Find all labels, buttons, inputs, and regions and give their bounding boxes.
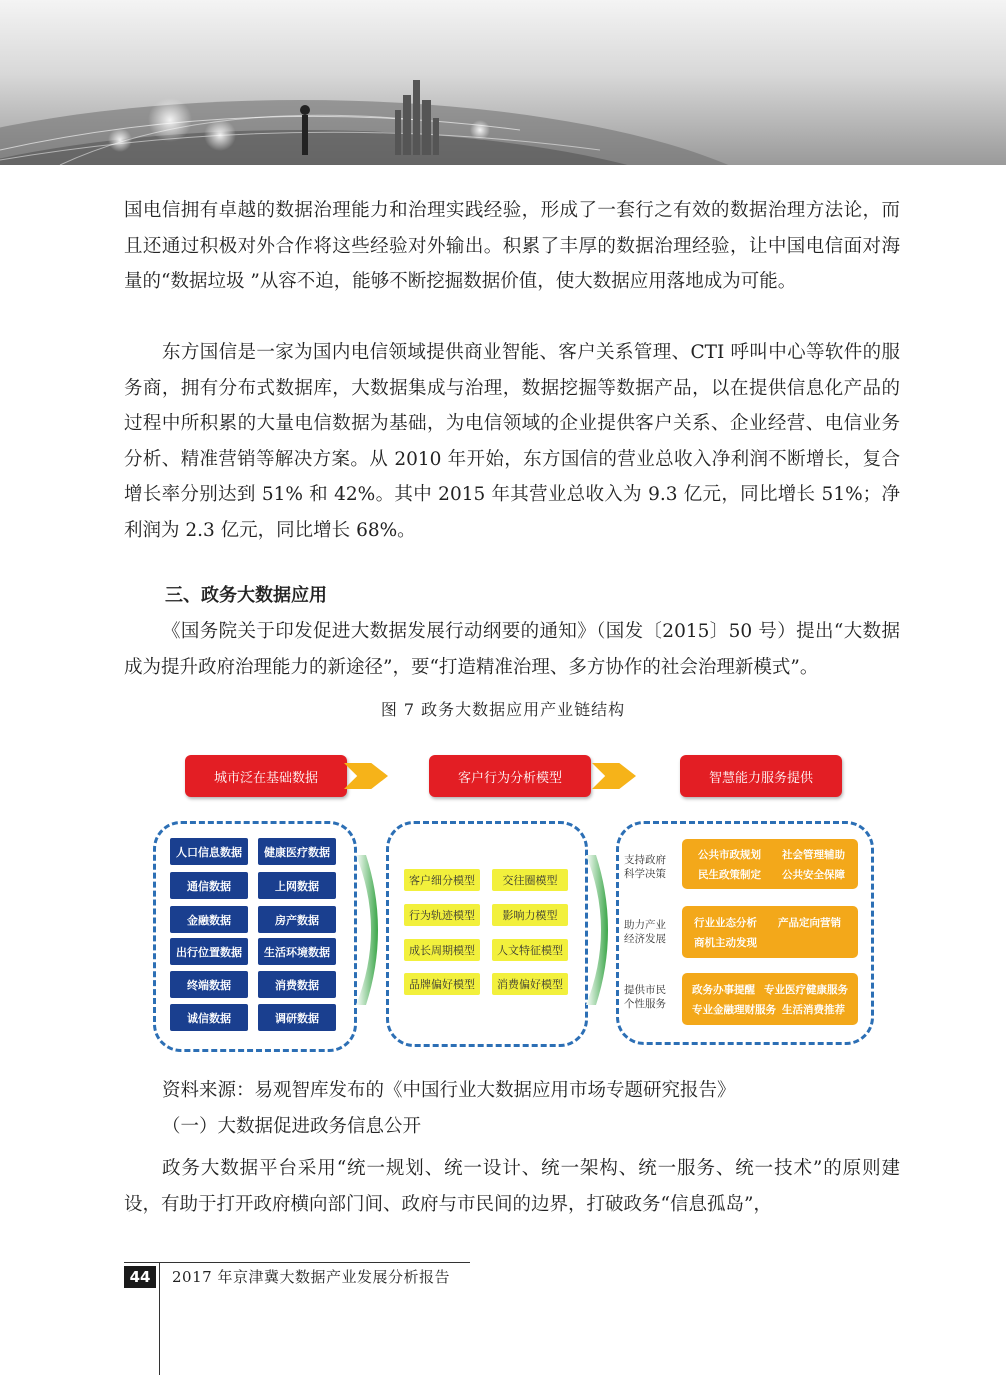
data-item: 房产数据	[258, 906, 336, 933]
data-item: 金融数据	[170, 906, 248, 933]
service-item: 商机主动发现	[694, 937, 757, 949]
model-item: 客户细分模型	[404, 869, 480, 891]
data-item: 出行位置数据	[170, 938, 248, 965]
model-item: 成长周期模型	[404, 939, 480, 961]
data-item: 健康医疗数据	[258, 838, 336, 865]
service-item: 公共安全保障	[782, 869, 845, 881]
service-label: 助力产业经济发展	[624, 919, 666, 945]
model-panel	[386, 821, 588, 1047]
service-item: 公共市政规划	[698, 849, 761, 861]
service-box	[682, 839, 858, 889]
globe-city-illustration	[0, 0, 1006, 165]
source-text: 资料来源：易观智库发布的《中国行业大数据应用市场专题研究报告》	[162, 1080, 736, 1101]
footer-rule	[124, 1262, 470, 1263]
data-item: 上网数据	[258, 872, 336, 899]
service-label: 提供市民个性服务	[624, 984, 666, 1010]
data-item: 终端数据	[170, 971, 248, 998]
paragraph-text: 东方国信是一家为国内电信领域提供商业智能、客户关系管理、CTI 呼叫中心等软件的服务商，拥有分布式数据库，大数据集成与治理，数据挖掘等数据产品，以在提供信息化产品的过程中所积累的大量电信数据为基础，为电信领域的企业提供客户关系、企业经营、电信业务分析、精准营销等解决方案。从 2010 年开始，东方国信的营业总收入净利润不断增长，复合增长率分别达到 51% 和 42%。其中 2015 年其营业总收入为 9.3 亿元，同比增长 51%；净利润为 2.3 亿元，同比增长 68%。	[124, 342, 900, 541]
service-item: 专业医疗健康服务	[764, 984, 848, 996]
data-item: 消费数据	[258, 971, 336, 998]
paragraph-text: 《国务院关于印发促进大数据发展行动纲要的通知》（国发〔2015〕50 号）提出“大数据成为提升政府治理能力的新途径”，要“打造精准治理、多方协作的社会治理新模式”。	[124, 621, 900, 678]
footer-vertical-rule	[159, 1262, 160, 1375]
model-item: 影响力模型	[492, 904, 568, 926]
source-note	[124, 1073, 900, 1109]
header-banner	[0, 0, 1006, 165]
service-label: 支持政府科学决策	[624, 854, 666, 880]
chevron-arrow-icon	[592, 763, 636, 789]
footer-title: 2017 年京津冀大数据产业发展分析报告	[172, 1268, 450, 1286]
subheading-text: （一）大数据促进政务信息公开	[162, 1116, 422, 1137]
industry-chain-diagram	[140, 745, 880, 1065]
data-item: 通信数据	[170, 872, 248, 899]
service-item: 专业金融理财服务	[692, 1004, 776, 1016]
model-item: 消费偏好模型	[492, 973, 568, 995]
body-paragraph-3	[124, 614, 900, 685]
model-item: 行为轨迹模型	[404, 904, 480, 926]
green-arrow-icon	[586, 855, 620, 1005]
data-item: 调研数据	[258, 1004, 336, 1031]
paragraph-text: 政务大数据平台采用“统一规划、统一设计、统一架构、统一服务、统一技术”的原则建设，有助于打开政府横向部门间、政府与市民间的边界，打破政务“信息孤岛”，	[124, 1158, 900, 1215]
body-paragraph-2	[124, 335, 900, 548]
service-item: 民生政策制定	[698, 869, 761, 881]
model-item: 交往圈模型	[492, 869, 568, 891]
subheading	[124, 1109, 900, 1145]
body-paragraph-1	[124, 193, 900, 300]
service-item: 行业业态分析	[694, 917, 757, 929]
section-heading: 三、政务大数据应用	[165, 585, 327, 606]
header-box-3: 智慧能力服务提供	[680, 755, 842, 797]
paragraph-text: 国电信拥有卓越的数据治理能力和治理实践经验，形成了一套行之有效的数据治理方法论，而且还通过积极对外合作将这些经验对外输出。积累了丰厚的数据治理经验，让中国电信面对海量的“数据垃圾 ”从容不迫，能够不断挖掘数据价值，使大数据应用落地成为可能。	[124, 200, 900, 292]
header-box-2: 客户行为分析模型	[429, 755, 591, 797]
chevron-arrow-icon	[344, 763, 388, 789]
service-item: 社会管理辅助	[782, 849, 845, 861]
model-item: 人文特征模型	[492, 939, 568, 961]
green-arrow-icon	[356, 855, 390, 1005]
service-item: 生活消费推荐	[782, 1004, 845, 1016]
page-number: 44	[124, 1266, 156, 1288]
figure-caption: 图 7 政务大数据应用产业链结构	[380, 700, 626, 719]
data-item: 生活环境数据	[258, 938, 336, 965]
data-item: 诚信数据	[170, 1004, 248, 1031]
header-box-1: 城市泛在基础数据	[185, 755, 347, 797]
service-item: 产品定向营销	[778, 917, 841, 929]
model-item: 品牌偏好模型	[404, 973, 480, 995]
body-paragraph-4	[124, 1151, 900, 1222]
service-box	[682, 973, 858, 1025]
data-item: 人口信息数据	[170, 838, 248, 865]
service-box	[682, 906, 858, 958]
service-item: 政务办事提醒	[692, 984, 755, 996]
